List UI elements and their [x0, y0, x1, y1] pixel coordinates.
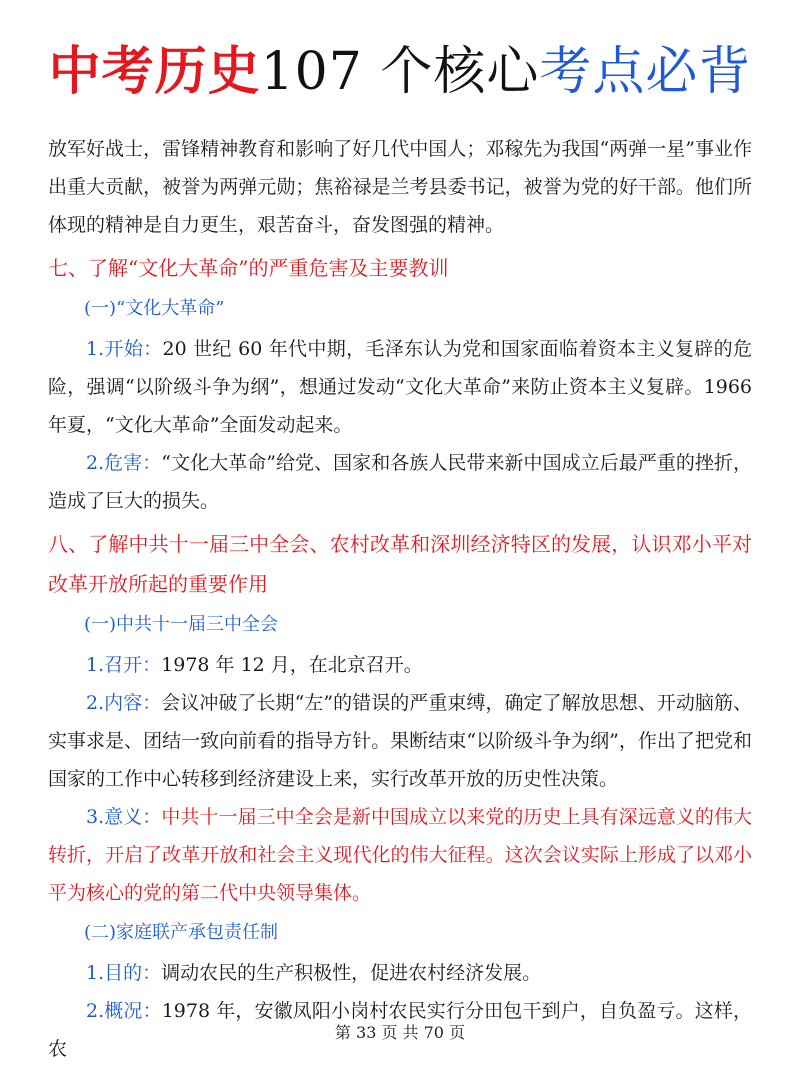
section-8-heading: 八、了解中共十一届三中全会、农村改革和深圳经济特区的发展，认识邓小平对改革开放所起的重要作用 [48, 532, 752, 596]
item-text: 调动农民的生产积极性，促进农村经济发展。 [161, 962, 542, 984]
item-number: 2.概况： [86, 1000, 162, 1022]
section-8-sub-1: (一)中共十一届三中全会 [84, 614, 279, 635]
item-text: 1978 年，安徽凤阳小岗村农民实行分田包干到户，自负盈亏。这样，农 [48, 1000, 752, 1060]
section-7-heading: 七、了解“文化大革命”的严重危害及主要教训 [48, 256, 449, 280]
item-text: 会议冲破了长期“左”的错误的严重束缚，确定了解放思想、开动脑筋、实事求是、团结一致向前看的指导方针。果断结束“以阶级斗争为纲”，作出了把党和国家的工作中心转移到经济建设上来，实行改革开放的历史性决策。 [48, 692, 752, 790]
item-text: “文化大革命”给党、国家和各族人民带来新中国成立后最严重的挫折，造成了巨大的损失。 [48, 452, 752, 512]
item-number: 1.开始： [86, 338, 163, 360]
title-part-red: 中考历史 [48, 41, 261, 102]
section-8-sub-2: (二)家庭联产承包责任制 [84, 922, 279, 943]
title-part-blue: 考点必背 [539, 42, 752, 102]
section-8-item-1 [48, 646, 752, 684]
section-7-item-2 [48, 444, 752, 520]
section-8-item-4 [48, 954, 752, 992]
intro-paragraph: 放军好战士，雷锋精神教育和影响了好几代中国人；邓稼先为我国“两弹一星”事业作出重大贡献，被誉为两弹元勋；焦裕禄是兰考县委书记，被誉为党的好干部。他们所体现的精神是自力更生，艰苦奋斗，奋发图强的精神。 [48, 138, 752, 236]
section-8-item-3 [48, 798, 752, 912]
section-7-item-1 [48, 330, 752, 444]
item-text-highlight: 中共十一届三中全会是新中国成立以来党的历史上具有深远意义的伟大转折，开启了改革开放和社会主义现代化的伟大征程。这次会议实际上形成了以邓小平为核心的党的第二代中央领导集体。 [48, 806, 752, 904]
section-7-sub-1: (一)“文化大革命” [84, 298, 225, 319]
document-content [48, 130, 752, 1068]
title-part-black: 107 个核心 [260, 42, 540, 102]
page-title [48, 0, 752, 110]
item-number: 1.目的： [86, 962, 162, 984]
section-8-item-2 [48, 684, 752, 798]
item-number: 2.危害： [86, 452, 162, 474]
item-text: 20 世纪 60 年代中期，毛泽东认为党和国家面临着资本主义复辟的危险，强调“以阶级斗争为纲”，想通过发动“文化大革命”来防止资本主义复辟。1966 年夏，“文化大革命”全面发动起来。 [48, 338, 752, 436]
item-number: 1.召开： [86, 654, 162, 676]
item-text: 1978 年 12 月，在北京召开。 [161, 654, 423, 676]
item-number: 2.内容： [86, 692, 162, 714]
item-number: 3.意义： [86, 806, 162, 828]
page-footer: 第 33 页 共 70 页 [334, 1023, 466, 1042]
